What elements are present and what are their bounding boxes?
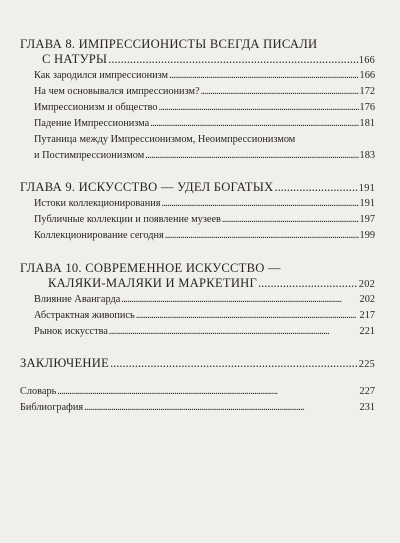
toc-item-page: 191 — [359, 198, 375, 209]
toc-item-label: На чем основывался импрессионизм? — [34, 86, 200, 97]
toc-item-label-line1: Путаница между Импрессионизмом, Неоимпрессионизмом — [34, 134, 296, 145]
toc-item-page: 217 — [359, 310, 375, 321]
dot-leader — [201, 86, 359, 97]
dot-leader — [150, 118, 358, 129]
toc-item-label: Рынок искусства — [34, 326, 108, 337]
toc-item[interactable] — [34, 310, 375, 321]
toc-item-page: 176 — [359, 102, 375, 113]
dot-leader — [169, 70, 358, 81]
dot-leader — [274, 180, 357, 195]
toc-item-page: 181 — [359, 118, 375, 129]
toc-item[interactable] — [34, 70, 375, 81]
toc-item[interactable] — [34, 86, 375, 97]
toc-item[interactable] — [34, 198, 375, 209]
toc-item-page: 227 — [359, 386, 375, 397]
chapter-8-title-line2: С НАТУРЫ — [42, 52, 108, 66]
chapter-9-entry[interactable] — [20, 180, 375, 195]
toc-item-label: Абстрактная живопись — [34, 310, 135, 321]
toc-item[interactable] — [34, 294, 375, 305]
toc-item-page: 172 — [359, 86, 375, 97]
chapter-10-entry[interactable] — [48, 276, 375, 291]
dot-leader — [162, 198, 359, 209]
dot-leader — [121, 294, 358, 305]
chapter-8-entry[interactable] — [42, 52, 375, 67]
chapter-9-page: 191 — [358, 183, 375, 194]
toc-item[interactable] — [34, 214, 375, 225]
toc-item-page: 202 — [359, 294, 375, 305]
toc-item[interactable] — [34, 326, 375, 337]
toc-item-label: Коллекционирование сегодня — [34, 230, 164, 241]
toc-item-label: Падение Импрессионизма — [34, 118, 150, 129]
dot-leader — [145, 150, 358, 161]
toc-item[interactable] — [34, 150, 375, 161]
toc-item[interactable] — [34, 230, 375, 241]
toc-item[interactable] — [34, 118, 375, 129]
toc-item-page: 199 — [359, 230, 375, 241]
dot-leader — [108, 52, 358, 67]
toc-item-label: Как зародился импрессионизм — [34, 70, 169, 81]
toc-item-label: Импрессионизм и общество — [34, 102, 158, 113]
dot-leader — [84, 402, 358, 413]
toc-item-label: Публичные коллекции и появление музеев — [34, 214, 221, 225]
chapter-10-title-line1: ГЛАВА 10. СОВРЕМЕННОЕ ИСКУССТВО — — [20, 261, 281, 275]
dot-leader — [57, 386, 358, 397]
chapter-9-title: ГЛАВА 9. ИСКУССТВО — УДЕЛ БОГАТЫХ — [20, 180, 274, 194]
chapter-10-title-line2: КАЛЯКИ-МАЛЯКИ И МАРКЕТИНГ — [48, 276, 258, 290]
dot-leader — [109, 326, 359, 337]
bibliography-entry[interactable] — [20, 402, 375, 413]
glossary-entry[interactable] — [20, 386, 375, 397]
chapter-8-title-line1: ГЛАВА 8. ИМПРЕССИОНИСТЫ ВСЕГДА ПИСАЛИ — [20, 37, 318, 51]
conclusion-page: 225 — [358, 359, 375, 370]
toc-item-page: 231 — [359, 402, 375, 413]
toc-item-label-line2: и Постимпрессионизмом — [34, 150, 145, 161]
toc-item-label: Словарь — [20, 386, 57, 397]
conclusion-title: ЗАКЛЮЧЕНИЕ — [20, 356, 110, 370]
toc-item-page: 221 — [359, 326, 375, 337]
dot-leader — [136, 310, 359, 321]
dot-leader — [159, 102, 359, 113]
toc-item-page: 166 — [359, 70, 375, 81]
toc-item-page: 183 — [359, 150, 375, 161]
conclusion-entry[interactable] — [20, 356, 375, 371]
dot-leader — [110, 356, 358, 371]
toc-item[interactable] — [34, 102, 375, 113]
chapter-8-page: 166 — [358, 55, 375, 66]
dot-leader — [165, 230, 359, 241]
toc-item-page: 197 — [359, 214, 375, 225]
dot-leader — [258, 276, 358, 291]
toc-item-label: Влияние Авангарда — [34, 294, 121, 305]
dot-leader — [222, 214, 359, 225]
toc-item-label: Библиография — [20, 402, 84, 413]
toc-item-label: Истоки коллекционирования — [34, 198, 161, 209]
chapter-10-page: 202 — [358, 279, 375, 290]
